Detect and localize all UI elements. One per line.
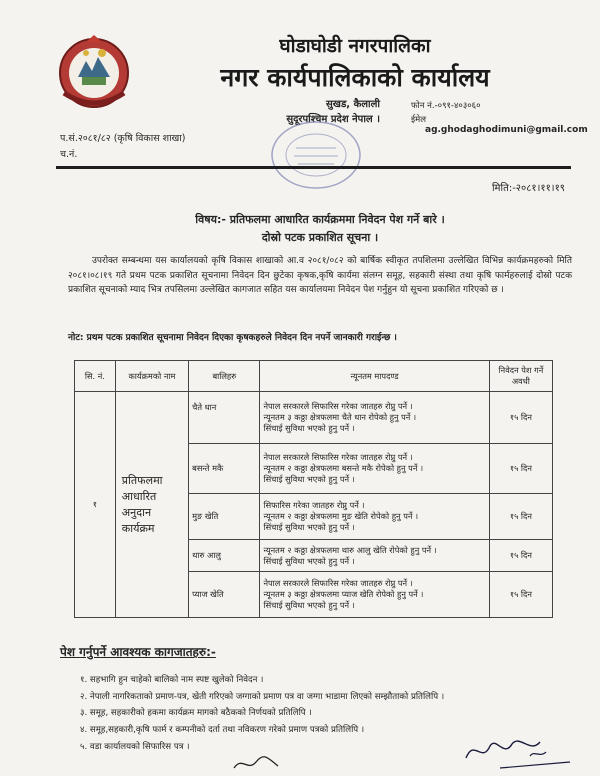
criteria-cell xyxy=(260,444,489,494)
criteria-item: सिंचाई सुविधा भएको हुनु पर्ने । xyxy=(263,522,355,532)
municipality-name: घोडाघोडी नगरपालिका xyxy=(279,35,431,57)
notice-date: मिति:-२०८१।११।१९ xyxy=(491,183,565,194)
requirement-item: १. सहभागि हुन चाहेको बालिको नाम स्पष्ट खुलेको निवेदन । xyxy=(80,675,264,685)
office-province: सुदूरपश्चिम प्रदेश नेपाल । xyxy=(286,114,380,125)
office-email: ag.ghodaghodimuni@gmail.com xyxy=(425,125,588,135)
criteria-item: न्यूनतम २ कठ्ठा क्षेत्रफलमा बसन्ते मकै रोपेको हुनु पर्ने । xyxy=(263,463,424,473)
crop-name: प्याज खेति xyxy=(189,572,260,618)
crop-name: मुङ खेति xyxy=(189,494,260,540)
criteria-item: नेपाल सरकारले सिफारिस गरेका जातहरु रोप्नु पर्ने । xyxy=(263,578,413,588)
criteria-cell xyxy=(260,540,489,572)
office-phone: फोन नं.-०९१-४०३०६० xyxy=(411,101,481,111)
col-period: निवेदन पेश गर्ने अवधी xyxy=(489,361,552,392)
period-cell: १५ दिन xyxy=(489,392,552,444)
table-header-row xyxy=(75,361,553,392)
period-cell: १५ दिन xyxy=(489,444,552,494)
criteria-item: नेपाल सरकारले सिफारिस गरेका जातहरु रोप्नु पर्ने । xyxy=(263,452,413,462)
dispatch-number: च.नं. xyxy=(60,149,78,160)
requirements-title: पेश गर्नुपर्ने आवश्यक कागजातहरु:- xyxy=(60,645,216,659)
requirement-item: ४. समूह,सहकारी,कृषि फार्म र कम्पनीको दर्ता तथा नविकरण गरेको प्रमाण पत्रको प्रतिलिपि । xyxy=(80,725,365,735)
criteria-cell xyxy=(260,494,489,540)
signature-icon xyxy=(232,752,282,774)
criteria-item: सिंचाई सुविधा भएको हुनु पर्ने । xyxy=(263,423,355,433)
requirement-item: ५. वडा कार्यालयको सिफारिस पत्र । xyxy=(80,742,190,752)
col-program: कार्यक्रमको नाम xyxy=(115,361,188,392)
officer-signature-icon xyxy=(460,728,580,776)
program-table xyxy=(74,360,553,618)
crop-name: चैते धान xyxy=(189,392,260,444)
criteria-item: न्यूनतम ३ कठ्ठा क्षेत्रफलमा प्याज खेति रोपेको हुनु पर्ने । xyxy=(263,589,424,599)
criteria-item: न्यूनतम २ कठ्ठा क्षेत्रफलमा मुङ खेति रोपेको हुनु पर्ने । xyxy=(263,511,419,521)
criteria-item: सिंचाई सुविधा भएको हुनु पर्ने । xyxy=(263,474,355,484)
period-cell: १५ दिन xyxy=(489,572,552,618)
government-emblem-icon xyxy=(56,33,132,109)
criteria-item: न्यूनतम ३ कठ्ठा क्षेत्रफलमा चैते धान रोपेको हुनु पर्ने । xyxy=(263,412,417,422)
criteria-item: सिंचाई सुविधा भएको हुनु पर्ने । xyxy=(263,600,355,610)
reference-number: प.सं.२०८१/८२ (कृषि विकास शाखा) xyxy=(60,133,186,144)
header-divider xyxy=(56,166,571,169)
criteria-item: नेपाल सरकारले सिफारिस गरेका जातहरु रोप्नु पर्ने । xyxy=(263,401,413,411)
criteria-item: सिंचाई सुविधा भएको हुनु पर्ने । xyxy=(263,555,355,566)
subject-line: विषय:- प्रतिफलमा आधारित कार्यक्रममा निवेदन पेश गर्ने बारे । xyxy=(195,213,445,226)
email-label: ईमेल xyxy=(411,115,427,125)
period-cell: १५ दिन xyxy=(489,494,552,540)
office-seal-icon xyxy=(268,118,364,192)
period-cell: १५ दिन xyxy=(489,540,552,572)
criteria-cell xyxy=(260,572,489,618)
col-crop: बालिहरु xyxy=(189,361,260,392)
subject-block xyxy=(120,211,520,247)
program-name: प्रतिफलमा आधारित अनुदान कार्यक्रम xyxy=(115,392,188,618)
serial-number: १ xyxy=(75,392,116,618)
criteria-cell xyxy=(260,392,489,444)
notice-body: उपरोक्त सम्बन्धमा यस कार्यालयको कृषि विकास शाखाको आ.व २०८१/०८२ को बार्षिक स्वीकृत तपशिलमा उल्लेखित विभिन्न कार्यक्रमहरुको मिति २०८१।०८।१९ गते प्रथम पटक प्रकाशित सूचनामा निवेदन दिन छुटेका कृषक,कृषि कार्यमा संलग्न समूह, सहकारी संस्था तथा कृषि फार्महरुलाई दोस्रो पटक प्रकाशित सूचनाको म्याद भित्र तपसिलमा उल्लेखित कागजात सहित यस कार्यालयमा निवेदन पेश गर्नुहुन यो सूचना प्रकाशित गरिएको छ । xyxy=(68,256,572,295)
requirement-item: ३. समूह, सहकारीको हकमा कार्यक्रम मागको बठैकको निर्णयको प्रतिलिपि । xyxy=(80,708,312,718)
table-row xyxy=(75,392,553,444)
requirement-item: २. नेपाली नागरिकताको प्रमाण-पत्र, खेती गरिएको जग्गाको प्रमाण पत्र वा जग्गा भाडामा लिएको सम्झौताको प्रतिलिपि । xyxy=(80,692,445,702)
criteria-item: सिफारिस गरेका जातहरु रोप्नु पर्ने । xyxy=(263,500,365,510)
crop-name: थारु आलु xyxy=(189,540,260,572)
notice-note: नोट: प्रथम पटक प्रकाशित सूचनामा निवेदन दिएका कृषकहरुले निवेदन दिन नपर्ने जानकारी गराईन्छ । xyxy=(68,333,397,343)
office-name: नगर कार्यपालिकाको कार्यालय xyxy=(220,63,490,92)
subject-subline: दोस्रो पटक प्रकाशित सूचना । xyxy=(261,231,379,244)
criteria-item: न्यूनतम २ कठ्ठा क्षेत्रफलमा थारु आलु खेति रोपेको हुनु पर्ने । xyxy=(263,544,437,555)
office-place: सुखड, कैलाली xyxy=(326,99,380,110)
office-email-row xyxy=(411,114,600,135)
crop-name: बसन्ते मकै xyxy=(189,444,260,494)
col-sn: सि. नं. xyxy=(75,361,116,392)
col-criteria: न्यूनतम मापदण्ड xyxy=(260,361,489,392)
